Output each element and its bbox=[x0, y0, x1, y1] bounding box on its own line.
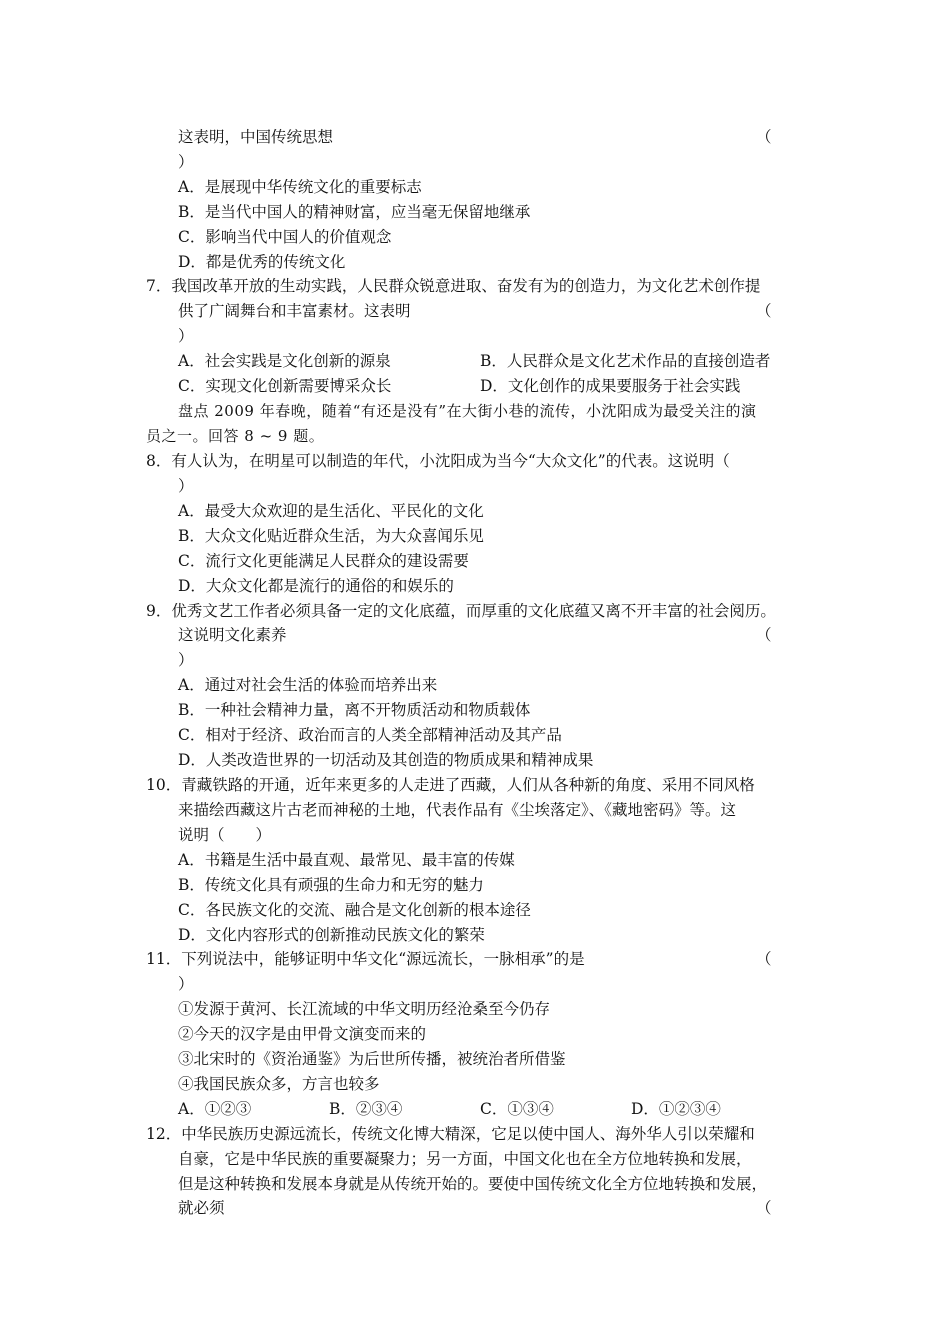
q10-stem-line1: 10．青藏铁路的开通，近年来更多的人走进了西藏，人们从各种新的角度、采用不同风格 bbox=[146, 776, 755, 794]
q11-item-4: ④我国民族众多，方言也较多 bbox=[178, 1075, 380, 1093]
q11-option-b: B．②③④ bbox=[329, 1100, 403, 1118]
q6-option-a: A．是展现中华传统文化的重要标志 bbox=[178, 178, 422, 196]
intro-line1: 盘点 2009 年春晚，随着“有还是没有”在大街小巷的流传，小沈阳成为最受关注的演 bbox=[178, 402, 757, 420]
q6-option-d: D．都是优秀的传统文化 bbox=[178, 253, 346, 271]
q7-paren-open: （ bbox=[756, 302, 772, 320]
q11-item-1: ①发源于黄河、长江流域的中华文明历经沧桑至今仍存 bbox=[178, 1000, 551, 1018]
q12-stem-line2: 自豪，它是中华民族的重要凝聚力；另一方面，中国文化也在全方位地转换和发展， bbox=[178, 1150, 752, 1168]
q11-option-d: D．①②③④ bbox=[631, 1100, 721, 1118]
q12-paren-open: （ bbox=[756, 1199, 772, 1217]
q8-option-c: C．流行文化更能满足人民群众的建设需要 bbox=[178, 552, 469, 570]
q10-option-a: A．书籍是生活中最直观、最常见、最丰富的传媒 bbox=[178, 851, 515, 869]
q7-option-a: A．社会实践是文化创新的源泉 bbox=[178, 352, 391, 370]
q8-stem-line1: 8．有人认为，在明星可以制造的年代，小沈阳成为当今“大众文化”的代表。这说明（ bbox=[146, 452, 730, 470]
q7-option-c: C．实现文化创新需要博采众长 bbox=[178, 377, 392, 395]
q7-option-b: B．人民群众是文化艺术作品的直接创造者 bbox=[480, 352, 771, 370]
q9-option-c: C．相对于经济、政治而言的人类全部精神活动及其产品 bbox=[178, 726, 562, 744]
q9-stem-line1: 9．优秀文艺工作者必须具备一定的文化底蕴，而厚重的文化底蕴又离不开丰富的社会阅历。 bbox=[146, 602, 776, 620]
q7-stem-line2: 供了广阔舞台和丰富素材。这表明 bbox=[178, 302, 411, 320]
q11-item-3: ③北宋时的《资治通鉴》为后世所传播，被统治者所借鉴 bbox=[178, 1050, 566, 1068]
q11-paren-close: ） bbox=[178, 975, 194, 993]
q6-stem: 这表明，中国传统思想 bbox=[178, 128, 334, 146]
q10-stem-line2: 来描绘西藏这片古老而神秘的土地，代表作品有《尘埃落定》、《藏地密码》等。这 bbox=[178, 801, 737, 819]
q8-option-b: B．大众文化贴近群众生活，为大众喜闻乐见 bbox=[178, 527, 484, 545]
q10-option-c: C．各民族文化的交流、融合是文化创新的根本途径 bbox=[178, 901, 531, 919]
intro-line2: 员之一。回答 8 ~ 9 题。 bbox=[146, 427, 325, 445]
q11-option-c: C．①③④ bbox=[480, 1100, 554, 1118]
q11-option-a: A．①②③ bbox=[178, 1100, 252, 1118]
q9-stem-line2: 这说明文化素养 bbox=[178, 626, 287, 644]
q6-paren-open: （ bbox=[756, 128, 772, 146]
q8-paren-close: ） bbox=[178, 477, 194, 495]
q6-option-b: B．是当代中国人的精神财富，应当毫无保留地继承 bbox=[178, 203, 531, 221]
q12-stem-line1: 12．中华民族历史源远流长，传统文化博大精深，它足以使中国人、海外华人引以荣耀和 bbox=[146, 1125, 755, 1143]
q6-option-c: C．影响当代中国人的价值观念 bbox=[178, 228, 392, 246]
q11-item-2: ②今天的汉字是由甲骨文演变而来的 bbox=[178, 1025, 427, 1043]
q7-option-d: D．文化创作的成果要服务于社会实践 bbox=[480, 377, 741, 395]
q10-option-d: D．文化内容形式的创新推动民族文化的繁荣 bbox=[178, 926, 485, 944]
q7-stem-line1: 7．我国改革开放的生动实践，人民群众锐意进取、奋发有为的创造力，为文化艺术创作提 bbox=[146, 277, 761, 295]
q9-option-b: B．一种社会精神力量，离不开物质活动和物质载体 bbox=[178, 701, 531, 719]
q12-stem-line4: 就必须 bbox=[178, 1199, 225, 1217]
q10-option-b: B．传统文化具有顽强的生命力和无穷的魅力 bbox=[178, 876, 484, 894]
q8-option-a: A．最受大众欢迎的是生活化、平民化的文化 bbox=[178, 502, 484, 520]
q6-paren-close: ） bbox=[178, 153, 194, 171]
q8-option-d: D．大众文化都是流行的通俗的和娱乐的 bbox=[178, 577, 454, 595]
q9-option-a: A．通过对社会生活的体验而培养出来 bbox=[178, 676, 438, 694]
q12-stem-line3: 但是这种转换和发展本身就是从传统开始的。要使中国传统文化全方位地转换和发展， bbox=[178, 1175, 768, 1193]
q9-paren-open: （ bbox=[756, 626, 772, 644]
q11-stem-line1: 11．下列说法中，能够证明中华文化“源远流长，一脉相承”的是 bbox=[146, 950, 585, 968]
q11-paren-open: （ bbox=[756, 950, 772, 968]
q9-option-d: D．人类改造世界的一切活动及其创造的物质成果和精神成果 bbox=[178, 751, 594, 769]
q10-stem-line3: 说明（ ） bbox=[178, 826, 272, 844]
q7-paren-close: ） bbox=[178, 327, 194, 345]
q9-paren-close: ） bbox=[178, 651, 194, 669]
